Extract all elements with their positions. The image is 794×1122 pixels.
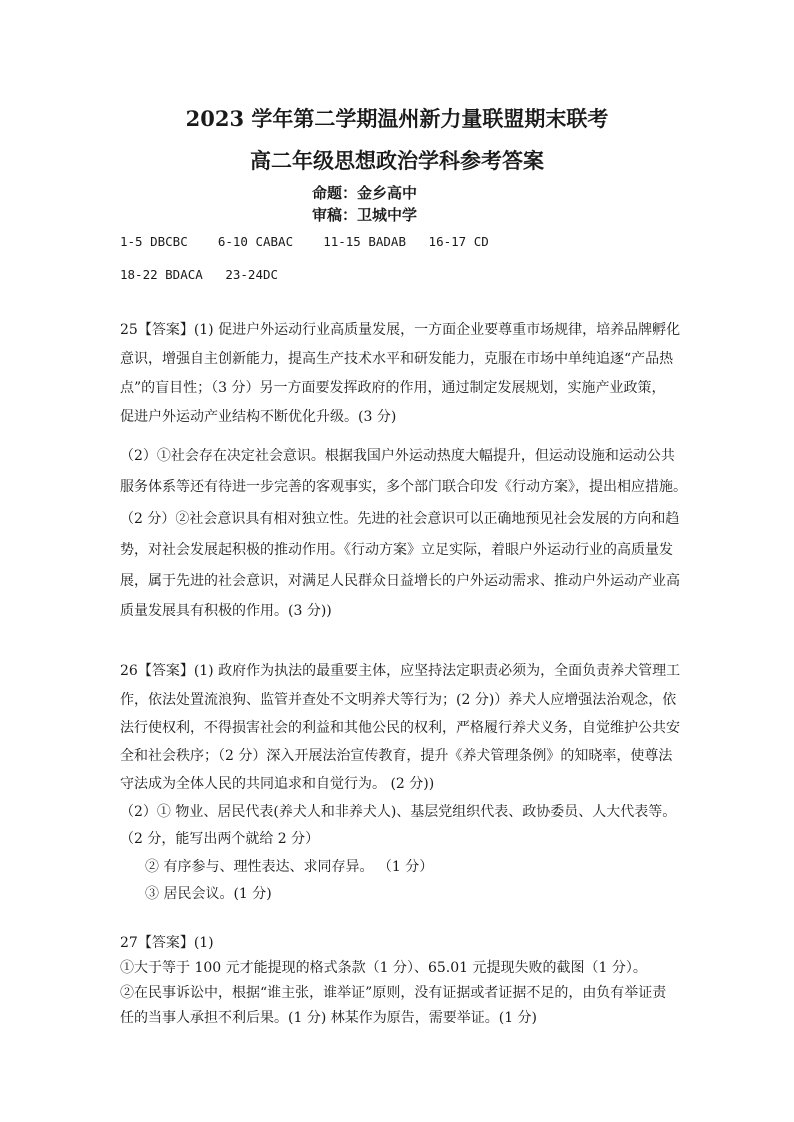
exam-title: 2023 学年第二学期温州新力量联盟期末联考 (185, 106, 609, 131)
q26-line: ③ 居民会议。(1 分) (145, 886, 272, 902)
q26-line: ② 有序参与、理性表达、求同存异。 （1 分） (145, 859, 434, 875)
answer-subtitle: 高二年级思想政治学科参考答案 (250, 148, 544, 173)
q26-line: （2）① 物业、居民代表(养犬人和非养犬人)、基层党组织代表、政协委员、人大代表等。 (120, 804, 677, 820)
q25-line: （2 分）②社会意识具有相对独立性。先进的社会意识可以正确地预见社会发展的方向和趋 (120, 511, 680, 527)
q27-line: 27【答案】(1) (120, 935, 214, 951)
reviewer-line: 审稿：卫城中学 (312, 206, 418, 224)
q25-line: 服务体系等还有待进一步完善的客观事实，多个部门联合印发《行动方案》，提出相应措施。 (120, 479, 687, 495)
q26-line: （2 分，能写出两个就给 2 分） (120, 831, 320, 847)
q25-line: 点”的盲目性；（3 分）另一方面要发挥政府的作用，通过制定发展规划，实施产业政策， (120, 380, 666, 396)
q27-line: 任的当事人承担不利后果。(1 分) 林某作为原告，需要举证。(1 分) (120, 1010, 538, 1026)
q27-line: ①大于等于 100 元才能提现的格式条款（1 分）、65.01 元提现失败的截图（1 分）。 (120, 960, 647, 976)
q25-line: 势，对社会发展起积极的推动作用。《行动方案》立足实际，着眼户外运动行业的高质量发 (120, 542, 673, 558)
setter-line: 命题：金乡高中 (312, 184, 418, 202)
q26-line: 法行使权利，不得损害社会的利益和其他公民的权利，严格履行养犬义务，自觉维护公共安 (120, 720, 680, 736)
q27-line: ②在民事诉讼中，根据“谁主张，谁举证”原则，没有证据或者证据不足的，由负有举证责 (120, 985, 667, 1001)
q26-line: 作，依法处置流浪狗、监管并查处不文明养犬等行为；(2 分)）养犬人应增强法治观念，依 (120, 692, 677, 708)
q25-line: 促进户外运动产业结构不断优化升级。(3 分) (120, 409, 397, 425)
q25-line: 展，属于先进的社会意识，对满足人民群众日益增长的户外运动需求、推动户外运动产业高 (120, 573, 680, 589)
q26-line: 守法成为全体人民的共同追求和自觉行为。 (2 分)) (120, 776, 435, 792)
q25-line: （2）①社会存在决定社会意识。根据我国户外运动热度大幅提升，但运动设施和运动公共 (120, 448, 675, 464)
q26-line: 全和社会秩序；（2 分）深入开展法治宣传教育，提升《养犬管理条例》的知晓率，使尊法 (120, 748, 673, 764)
choice-answers-line-1: 1-5 DBCBC 6-10 CABAC 11-15 BADAB 16-17 CD (120, 234, 489, 249)
choice-answers-line-2: 18-22 BDACA 23-24DC (120, 267, 279, 282)
q25-line: 意识，增强自主创新能力，提高生产技术水平和研发能力，克服在市场中单纯追逐“产品热 (120, 351, 674, 367)
q26-line: 26【答案】(1) 政府作为执法的最重要主体，应坚持法定职责必须为，全面负责养犬管理工 (120, 663, 681, 679)
q25-line: 25【答案】(1) 促进户外运动行业高质量发展，一方面企业要尊重市场规律，培养品牌孵化 (120, 322, 681, 338)
q25-line: 质量发展具有积极的作用。(3 分)) (120, 603, 332, 619)
